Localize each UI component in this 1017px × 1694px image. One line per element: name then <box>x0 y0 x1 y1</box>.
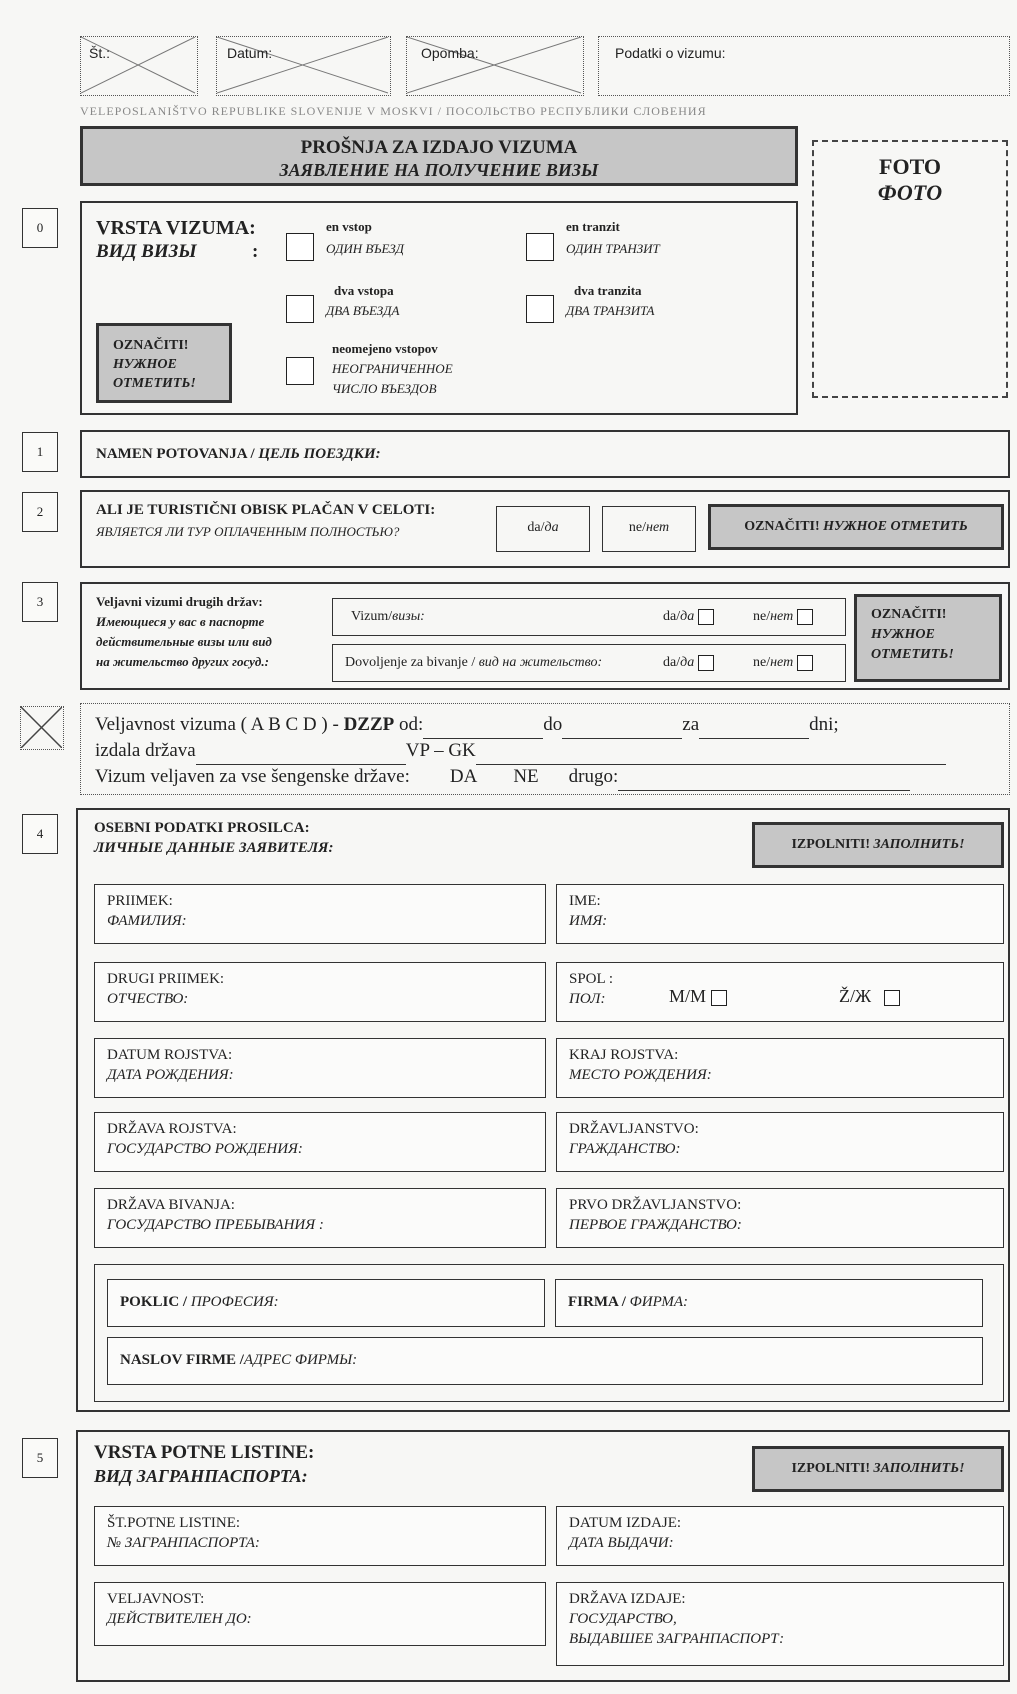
issuing-state-field[interactable] <box>196 738 406 765</box>
birth-date-field[interactable] <box>94 1038 546 1098</box>
residence-country-label-ru: ГОСУДАРСТВО ПРЕБЫВАНИЯ : <box>107 1217 324 1233</box>
schengen-yes[interactable]: DA <box>449 766 478 787</box>
male-label: M/М <box>669 986 707 1006</box>
travel-document-label-ru: ВИД ЗАГРАНПАСПОРТА: <box>94 1466 308 1486</box>
birth-country-label: DRŽAVA ROJSTVA: <box>107 1121 237 1137</box>
issuing-state-label: izdala država <box>95 740 196 761</box>
female-label: Ž/Ж <box>839 986 872 1006</box>
office-visa-data-box <box>598 36 1010 96</box>
citizenship-label: DRŽAVLJANSTVO: <box>569 1121 699 1137</box>
single-transit-checkbox[interactable] <box>526 233 554 261</box>
issuing-country-label-ru-2: ВЫДАВШЕЕ ЗАГРАНПАСПОРТ: <box>569 1631 785 1647</box>
birth-place-field[interactable] <box>556 1038 1004 1098</box>
issue-date-label-ru: ДАТА ВЫДАЧИ: <box>569 1535 674 1551</box>
days-field[interactable] <box>699 712 809 739</box>
first-name-label: IME: <box>569 893 601 909</box>
other-visas-label-ru-3: на жительство других госуд.: <box>96 654 269 669</box>
other-surname-label: DRUGI PRIIMEK: <box>107 971 225 987</box>
personal-data-section <box>76 808 1010 1412</box>
birth-date-label: DATUM ROJSTVA: <box>107 1047 233 1063</box>
multiple-entry-label-ru-2: ЧИСЛО ВЪЕЗДОВ <box>332 381 437 396</box>
validity-label: Veljavnost vizuma ( A B C D ) - <box>95 714 344 735</box>
company-address-label: NASLOV FIRME / <box>120 1352 244 1368</box>
residence-country-field[interactable] <box>94 1188 546 1248</box>
form-title-box <box>80 126 798 186</box>
occupation-label-ru: ПРОФЕСИЯ: <box>190 1294 279 1310</box>
sex-label-ru: ПОЛ: <box>569 991 606 1007</box>
residence-yes-checkbox[interactable] <box>698 655 714 671</box>
no-label: ne/ <box>628 520 646 535</box>
fill-label: IZPOLNITI! <box>791 1461 874 1476</box>
other-visas-label-ru-2: действительные визы или вид <box>96 634 272 649</box>
dzzp-label: DZZP <box>343 714 395 735</box>
visa-yes-checkbox[interactable] <box>698 609 714 625</box>
citizenship-label-ru: ГРАЖДАНСТВО: <box>569 1141 681 1157</box>
mark-instruction-1: OZNAČITI! <box>113 338 189 353</box>
visa-validity-section <box>80 703 1010 795</box>
fill-label-ru: ЗАПОЛНИТЬ! <box>873 1461 965 1476</box>
surname-label: PRIIMEK: <box>107 893 173 909</box>
single-transit-label-ru: ОДИН ТРАНЗИТ <box>566 241 660 256</box>
mark-instruction-2: НУЖНОЕ <box>113 357 177 372</box>
first-name-label-ru: ИМЯ: <box>569 913 608 929</box>
issuing-country-field[interactable] <box>556 1582 1004 1666</box>
section-number-5: 5 <box>22 1438 58 1478</box>
section-number-4: 4 <box>22 814 58 854</box>
personal-data-label-ru: ЛИЧНЫЕ ДАННЫЕ ЗАЯВИТЕЛЯ: <box>94 840 334 856</box>
multiple-entry-checkbox[interactable] <box>286 357 314 385</box>
double-transit-label-ru: ДВА ТРАНЗИТА <box>566 303 655 318</box>
fill-instruction-badge <box>752 822 1004 868</box>
no-label-ru: нет <box>646 520 670 535</box>
valid-to-field[interactable] <box>562 712 682 739</box>
birth-country-field[interactable] <box>94 1112 546 1172</box>
mark-label: OZNAČITI! <box>744 519 824 534</box>
birth-date-label-ru: ДАТА РОЖДЕНИЯ: <box>107 1067 234 1083</box>
visa-type-label: VRSTA VIZUMA: <box>96 217 256 239</box>
company-field[interactable] <box>555 1279 983 1327</box>
sex-label: SPOL : <box>569 971 614 987</box>
yes-label: da/ <box>663 655 681 671</box>
first-citizenship-field[interactable] <box>556 1188 1004 1248</box>
office-number-box <box>80 36 198 96</box>
company-label: FIRMA / <box>568 1294 630 1310</box>
other-visas-label-ru-1: Имеющиеся у вас в паспорте <box>96 614 265 629</box>
yes-label: da/ <box>527 520 545 535</box>
office-date-box <box>216 36 391 96</box>
single-entry-checkbox[interactable] <box>286 233 314 261</box>
vp-gk-label: VP – GK <box>405 740 476 761</box>
from-label: od: <box>394 714 424 735</box>
visa-type-section <box>80 201 798 415</box>
visa-no-checkbox[interactable] <box>797 609 813 625</box>
sex-field <box>556 962 1004 1022</box>
travel-document-label: VRSTA POTNE LISTINE: <box>94 1442 315 1463</box>
multiple-entry-label-ru-1: НЕОГРАНИЧЕННОЕ <box>332 361 453 376</box>
yes-label-ru: да <box>680 655 695 671</box>
yes-label-ru: да <box>680 609 695 625</box>
no-label: ne/ <box>753 655 771 671</box>
birth-place-label: KRAJ ROJSTVA: <box>569 1047 679 1063</box>
single-entry-label: en vstop <box>326 219 372 234</box>
other-visas-mark-badge <box>854 594 1002 682</box>
tour-paid-question: ALI JE TURISTIČNI OBISK PLAČAN V CELOTI: <box>96 502 436 518</box>
visa-row-label: Vizum/ <box>351 609 393 624</box>
valid-until-label-ru: ДЕЙСТВИТЕЛЕН ДО: <box>107 1611 252 1627</box>
mark-label-ru: НУЖНОЕ ОТМЕТИТЬ <box>823 519 968 534</box>
residence-country-label: DRŽAVA BIVANJA: <box>107 1197 235 1213</box>
mark-instruction-badge <box>96 323 232 403</box>
tour-paid-section <box>80 490 1010 568</box>
residence-permit-row <box>332 644 846 682</box>
male-checkbox[interactable] <box>711 990 727 1006</box>
other-field[interactable] <box>618 764 910 791</box>
tour-paid-question-ru: ЯВЛЯЕТСЯ ЛИ ТУР ОПЛАЧЕННЫМ ПОЛНОСТЬЮ? <box>96 524 400 539</box>
company-label-ru: ФИРМА: <box>629 1294 689 1310</box>
company-address-field[interactable] <box>107 1337 983 1385</box>
yes-label-ru: да <box>544 520 559 535</box>
office-visa-data-label: Podatki o vizumu: <box>615 45 726 61</box>
surname-label-ru: ФАМИЛИЯ: <box>107 913 187 929</box>
double-entry-checkbox[interactable] <box>286 295 314 323</box>
single-entry-label-ru: ОДИН ВЪЕЗД <box>326 241 404 256</box>
no-label: ne/ <box>753 609 771 625</box>
issue-date-label: DATUM IZDAJE: <box>569 1515 682 1531</box>
residence-no-checkbox[interactable] <box>797 655 813 671</box>
travel-document-section <box>76 1430 1010 1682</box>
visa-type-label-ru: ВИД ВИЗЫ <box>96 241 197 262</box>
to-label: do <box>543 714 563 735</box>
fill-instruction-badge <box>752 1446 1004 1492</box>
tour-paid-mark-badge <box>708 504 1004 550</box>
passport-number-label: ŠT.POTNE LISTINE: <box>107 1515 241 1531</box>
occupation-field[interactable] <box>107 1279 545 1327</box>
other-visa-row <box>332 598 846 636</box>
other-surname-field[interactable] <box>94 962 546 1022</box>
surname-field[interactable] <box>94 884 546 944</box>
other-label: drugo: <box>568 766 619 787</box>
first-citizenship-label-ru: ПЕРВОЕ ГРАЖДАНСТВО: <box>569 1217 742 1233</box>
no-label-ru: нет <box>770 609 794 625</box>
passport-number-label-ru: № ЗАГРАНПАСПОРТА: <box>107 1535 260 1551</box>
no-label-ru: нет <box>770 655 794 671</box>
for-label: za <box>682 714 700 735</box>
office-crossed-box <box>20 706 64 750</box>
mark-instruction-3: ОТМЕТИТЬ! <box>113 376 196 391</box>
tour-paid-yes-option[interactable] <box>496 506 590 552</box>
residence-row-label: Dovoljenje za bivanje / <box>345 655 479 670</box>
valid-until-field[interactable] <box>94 1582 546 1646</box>
mark-instruction-1: OZNAČITI! <box>871 607 947 622</box>
first-name-field[interactable] <box>556 884 1004 944</box>
form-title-ru: ЗАЯВЛЕНИЕ НА ПОЛУЧЕНИЕ ВИЗЫ <box>279 160 599 180</box>
yes-label: da/ <box>663 609 681 625</box>
photo-label: FOTO <box>879 154 941 179</box>
travel-purpose-field[interactable] <box>80 430 1010 478</box>
issue-date-field[interactable] <box>556 1506 1004 1566</box>
mark-instruction-2: НУЖНОЕ <box>871 627 935 642</box>
issuing-country-label: DRŽAVA IZDAJE: <box>569 1591 686 1607</box>
other-visas-label: Veljavni vizumi drugih držav: <box>96 594 263 609</box>
double-transit-checkbox[interactable] <box>526 295 554 323</box>
office-number-label: Št.: <box>89 45 111 61</box>
first-citizenship-label: PRVO DRŽAVLJANSTVO: <box>569 1197 742 1213</box>
section-number-3: 3 <box>22 582 58 622</box>
cross-out-icon <box>21 707 62 748</box>
passport-number-field[interactable] <box>94 1506 546 1566</box>
personal-data-label: OSEBNI PODATKI PROSILCA: <box>94 820 310 836</box>
schengen-label: Vizum veljaven za vse šengenske države: <box>95 766 410 787</box>
valid-until-label: VELJAVNOST: <box>107 1591 205 1607</box>
citizenship-field[interactable] <box>556 1112 1004 1172</box>
office-date-label: Datum: <box>227 45 273 61</box>
other-surname-label-ru: ОТЧЕСТВО: <box>107 991 189 1007</box>
vp-gk-field[interactable] <box>476 738 946 765</box>
double-entry-label: dva vstopa <box>334 283 394 298</box>
section-number-0: 0 <box>22 208 58 248</box>
birth-place-label-ru: МЕСТО РОЖДЕНИЯ: <box>569 1067 712 1083</box>
schengen-no[interactable]: NE <box>513 766 539 787</box>
section-number-2: 2 <box>22 492 58 532</box>
residence-row-label-ru: вид на жительство: <box>478 655 603 670</box>
valid-from-field[interactable] <box>423 712 543 739</box>
mark-instruction-3: ОТМЕТИТЬ! <box>871 647 954 662</box>
other-visas-section <box>80 582 1010 690</box>
photo-label-ru: ФОТО <box>877 180 943 205</box>
female-checkbox[interactable] <box>884 990 900 1006</box>
company-address-label-ru: АДРЕС ФИРМЫ: <box>243 1352 358 1368</box>
birth-country-label-ru: ГОСУДАРСТВО РОЖДЕНИЯ: <box>107 1141 303 1157</box>
double-entry-label-ru: ДВА ВЪЕЗДА <box>326 303 400 318</box>
fill-label: IZPOLNITI! <box>791 837 874 852</box>
double-transit-label: dva tranzita <box>574 283 642 298</box>
fill-label-ru: ЗАПОЛНИТЬ! <box>873 837 965 852</box>
travel-purpose-label-ru: ЦЕЛЬ ПОЕЗДКИ: <box>258 446 381 462</box>
multiple-entry-label: neomejeno vstopov <box>332 341 438 356</box>
colon: : <box>252 241 259 262</box>
photo-placeholder <box>812 140 1008 398</box>
days-label: dni; <box>809 714 839 735</box>
single-transit-label: en tranzit <box>566 219 620 234</box>
office-note-label: Opomba: <box>421 45 479 61</box>
visa-row-label-ru: визы: <box>392 609 425 624</box>
employment-group <box>94 1264 1004 1402</box>
embassy-header: VELEPOSLANIŠTVO REPUBLIKE SLOVENIJE V MOSKVI / ПОСОЛЬСТВО РЕСПУБЛИКИ СЛОВЕНИЯ <box>80 104 707 118</box>
section-number-1: 1 <box>22 432 58 472</box>
occupation-label: POKLIC / <box>120 1294 191 1310</box>
office-note-box <box>406 36 584 96</box>
issuing-country-label-ru-1: ГОСУДАРСТВО, <box>569 1611 677 1627</box>
form-title: PROŠNJA ZA IZDAJO VIZUMA <box>300 137 578 158</box>
tour-paid-no-option[interactable] <box>602 506 696 552</box>
travel-purpose-label: NAMEN POTOVANJA / <box>96 446 259 462</box>
